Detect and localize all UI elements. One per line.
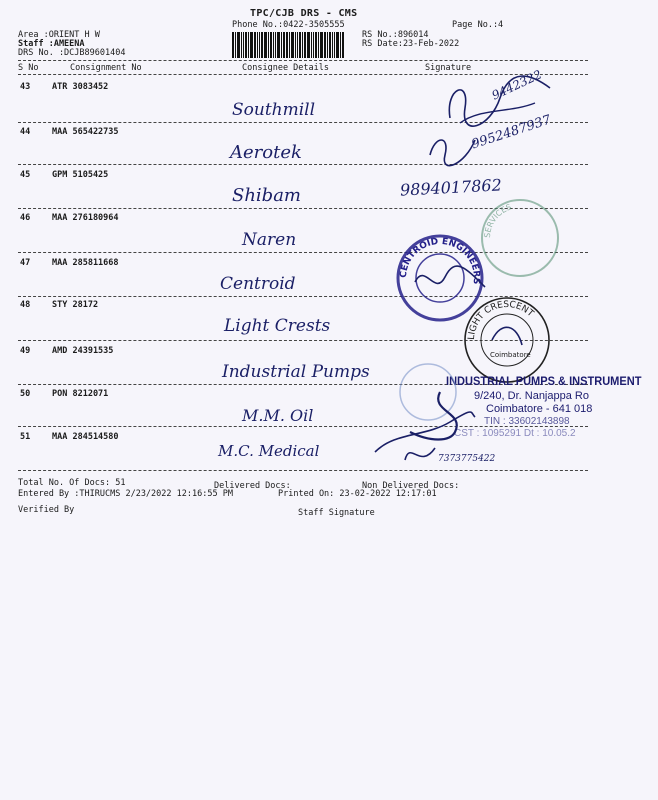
barcode-bar: [273, 32, 274, 58]
barcode-bar: [302, 32, 303, 58]
stamp-city: Coimbatore: [490, 351, 531, 359]
col-consignee: Consignee Details: [242, 63, 329, 73]
row-sno: 48: [20, 300, 31, 310]
barcode-bar: [283, 32, 285, 58]
barcode-bar: [254, 32, 256, 58]
area-label: Area :ORIENT H W: [18, 30, 100, 40]
barcode-bar: [248, 32, 249, 58]
barcode-bar: [327, 32, 328, 58]
row-consignment: AMD 24391535: [52, 346, 114, 356]
barcode-bar: [250, 32, 253, 58]
barcode-bar: [268, 32, 269, 58]
divider: [18, 60, 588, 61]
barcode-bar: [277, 32, 280, 58]
services-stamp: [478, 196, 562, 280]
divider: [18, 470, 588, 471]
phone-number: Phone No.:0422-3505555: [232, 20, 345, 30]
barcode-bar: [281, 32, 282, 58]
stamp-city: Coimbatore - 641 018: [486, 403, 593, 415]
document-title: TPC/CJB DRS - CMS: [250, 8, 358, 19]
handwritten-consignee: Southmill: [232, 100, 316, 120]
stamp-cst: CST : 1095291 Dt : 10.05.2: [454, 428, 576, 439]
barcode-bar: [324, 32, 326, 58]
staff-label: Staff :AMEENA: [18, 39, 85, 49]
signature-scribble: [400, 440, 440, 470]
svg-text:LIGHT CRESCENT: [467, 300, 536, 340]
delivered-docs: Delivered Docs:: [214, 481, 291, 491]
stamp-text: CENTROID ENGINEERS: [398, 236, 482, 285]
handwritten-consignee: M.M. Oil: [242, 406, 314, 425]
handwritten-phone: 9442322: [489, 67, 544, 103]
barcode-bar: [342, 32, 344, 58]
barcode-bar: [270, 32, 272, 58]
barcode-bar: [332, 32, 333, 58]
verified-by: Verified By: [18, 505, 75, 515]
barcode-bar: [235, 32, 236, 58]
barcode-bar: [315, 32, 317, 58]
handwritten-phone: 9894017862: [399, 175, 503, 200]
barcode-bar: [318, 32, 319, 58]
barcode-bar: [334, 32, 335, 58]
handwritten-consignee: Centroid: [220, 274, 296, 294]
handwritten-consignee: M.C. Medical: [218, 442, 320, 460]
total-docs: Total No. Of Docs: 51: [18, 478, 126, 488]
stamp-tin: TIN : 33602143898: [484, 416, 570, 427]
stamp-company: INDUSTRIAL PUMPS & INSTRUMENT: [446, 374, 642, 388]
stamp-text: LIGHT CRESCENT: [466, 299, 536, 341]
handwritten-consignee: Aerotek: [230, 142, 302, 163]
row-sno: 44: [20, 127, 31, 137]
row-consignment: GPM 5105425: [52, 170, 109, 180]
row-consignment: ATR 3083452: [52, 82, 109, 92]
handwritten-consignee: Industrial Pumps: [222, 362, 370, 382]
non-delivered-docs: Non Delivered Docs:: [362, 481, 460, 491]
barcode-bar: [257, 32, 258, 58]
barcode-bar: [291, 32, 294, 58]
barcode-bar: [261, 32, 263, 58]
barcode-bar: [313, 32, 314, 58]
barcode-bar: [297, 32, 298, 58]
barcode-bar: [307, 32, 310, 58]
row-consignment: MAA 285811668: [52, 258, 119, 268]
row-consignment: MAA 276180964: [52, 213, 119, 223]
col-consignment: Consignment No: [70, 63, 142, 73]
row-sno: 47: [20, 258, 31, 268]
barcode-bar: [259, 32, 260, 58]
barcode-bar: [237, 32, 240, 58]
stamp-address: 9/240, Dr. Nanjappa Ro: [474, 390, 589, 402]
entered-by: Entered By :THIRUCMS 2/23/2022 12:16:55 PM: [18, 489, 233, 499]
row-sno: 49: [20, 346, 31, 356]
barcode-bar: [289, 32, 290, 58]
rs-date: RS Date:23-Feb-2022: [362, 39, 460, 49]
barcode-bar: [241, 32, 242, 58]
handwritten-phone: 9952487937: [469, 112, 554, 153]
handwritten-consignee: Light Crests: [224, 316, 331, 336]
row-consignment: PON 8212071: [52, 389, 109, 399]
staff-signature: Staff Signature: [298, 508, 375, 518]
row-sno: 43: [20, 82, 31, 92]
page-number: Page No.:4: [452, 20, 504, 30]
barcode-bar: [320, 32, 323, 58]
barcode-bar: [299, 32, 301, 58]
stamp-text: SERVICES: [482, 202, 513, 239]
row-consignment: STY 28172: [52, 300, 99, 310]
row-sno: 45: [20, 170, 31, 180]
row-consignment: MAA 565422735: [52, 127, 119, 137]
printed-on: Printed On: 23-02-2022 12:17:01: [278, 489, 437, 499]
col-sno: S No: [18, 63, 39, 73]
barcode-bar: [264, 32, 267, 58]
drs-number: DRS No. :DCJB89601404: [18, 48, 126, 58]
barcode-bar: [304, 32, 306, 58]
barcode-bar: [286, 32, 288, 58]
barcode-bar: [275, 32, 276, 58]
barcode-bar: [232, 32, 234, 58]
barcode: [232, 32, 358, 58]
handwritten-consignee: Shibam: [232, 185, 302, 206]
barcode-bar: [340, 32, 341, 58]
row-sno: 51: [20, 432, 31, 442]
barcode-bar: [329, 32, 331, 58]
handwritten-phone: 7373775422: [438, 454, 496, 464]
barcode-bar: [336, 32, 339, 58]
barcode-bar: [245, 32, 247, 58]
col-signature: Signature: [425, 63, 472, 73]
divider: [18, 164, 588, 165]
barcode-bar: [243, 32, 244, 58]
barcode-bar: [311, 32, 312, 58]
barcode-bar: [295, 32, 296, 58]
rs-number: RS No.:896014: [362, 30, 429, 40]
light-crescent-stamp: [462, 295, 552, 385]
row-sno: 46: [20, 213, 31, 223]
row-sno: 50: [20, 389, 31, 399]
row-consignment: MAA 284514580: [52, 432, 119, 442]
handwritten-consignee: Naren: [242, 230, 297, 250]
signature-scribble: [410, 262, 490, 297]
